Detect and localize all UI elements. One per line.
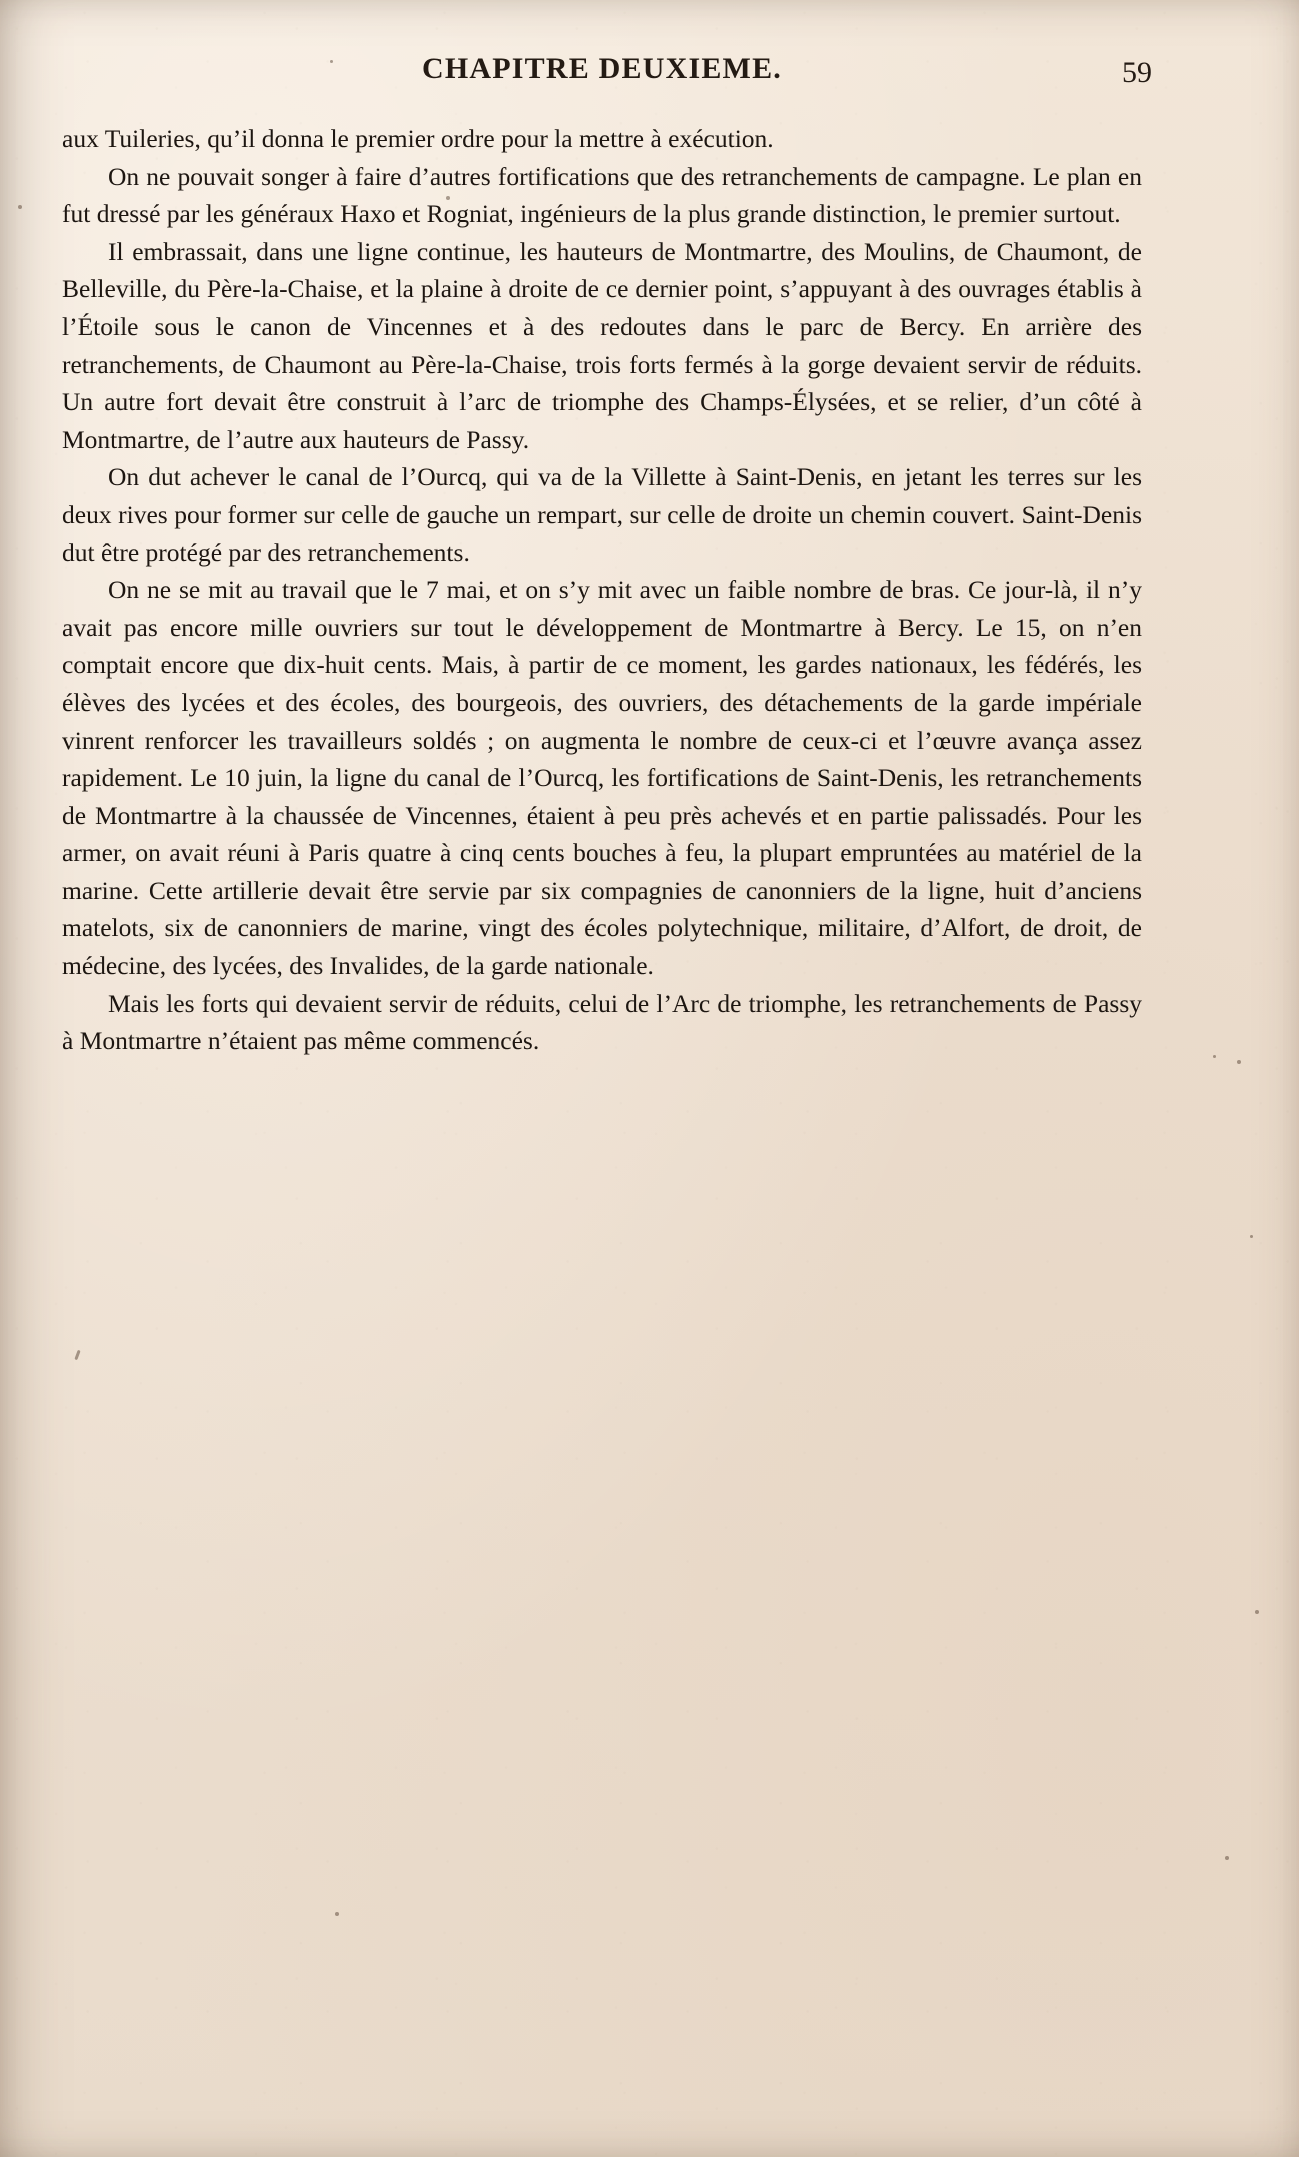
page-number: 59 <box>1122 56 1152 89</box>
ink-speck <box>1255 1610 1259 1614</box>
page-header <box>62 52 1152 106</box>
paragraph: On ne pouvait songer à faire d’autres fortifications que des retranchements de campagne. Le plan en fut dressé par les généraux Haxo et Rogniat, ingénieurs de la plus grande distinction, le premier surtout. <box>62 161 1142 229</box>
paragraph: Mais les forts qui devaient servir de réduits, celui de l’Arc de triomphe, les retranchements de Passy à Montmartre n’étaient pas même commencés. <box>62 988 1142 1056</box>
ink-speck <box>74 1350 80 1360</box>
body-text <box>62 120 1142 1060</box>
paragraph: On ne se mit au travail que le 7 mai, et on s’y mit avec un faible nombre de bras. Ce jour-là, il n’y avait pas encore mille ouvriers sur tout le développement de Montmartre à Bercy. Le 15, on n’en comptait encore que dix-huit cents. Mais, à partir de ce moment, les gardes nationaux, les fédérés, les élèves des lycées et des écoles, des bourgeois, des ouvriers, des détachements de la garde impériale vinrent renforcer les travailleurs soldés ; on augmenta le nombre de ceux-ci et l’œuvre avança assez rapidement. Le 10 juin, la ligne du canal de l’Ourcq, les fortifications de Saint-Denis, les retranchements de Montmartre à la chaussée de Vincennes, étaient à peu près achevés et en partie palissadés. Pour les armer, on avait réuni à Paris quatre à cinq cents bouches à feu, la plupart empruntées au matériel de la marine. Cette artillerie devait être servie par six compagnies de canonniers de la ligne, huit d’anciens matelots, six de canonniers de marine, vingt des écoles polytechnique, militaire, d’Alfort, de droit, de médecine, des lycées, des Invalides, de la garde nationale. <box>62 575 1142 981</box>
page-content <box>62 52 1152 1060</box>
ink-speck <box>1250 1235 1253 1238</box>
paragraph: On dut achever le canal de l’Ourcq, qui va de la Villette à Saint-Denis, en jetant les terres sur les deux rives pour former sur celle de gauche un rempart, sur celle de droite un chemin couvert. Saint-Denis dut être protégé par des retranchements. <box>62 462 1142 567</box>
ink-speck <box>335 1912 339 1916</box>
ink-speck <box>1225 1856 1229 1860</box>
running-title: CHAPITRE DEUXIEME. <box>422 52 782 85</box>
ink-speck <box>1213 1055 1216 1058</box>
paragraph: aux Tuileries, qu’il donna le premier ordre pour la mettre à exécution. <box>62 124 774 153</box>
ink-speck <box>18 205 22 209</box>
ink-speck <box>1237 1060 1241 1064</box>
paragraph: Il embrassait, dans une ligne continue, les hauteurs de Montmartre, des Moulins, de Chaumont, de Belleville, du Père-la-Chaise, et la plaine à droite de ce dernier point, s’appuyant à des ouvrages établis à l’Étoile sous le canon de Vincennes et à des redoutes dans le parc de Bercy. En arrière des retranchements, de Chaumont au Père-la-Chaise, trois forts fermés à la gorge devaient servir de réduits. Un autre fort devait être construit à l’arc de triomphe des Champs-Élysées, et se relier, d’un côté à Montmartre, de l’autre aux hauteurs de Passy. <box>62 236 1142 454</box>
